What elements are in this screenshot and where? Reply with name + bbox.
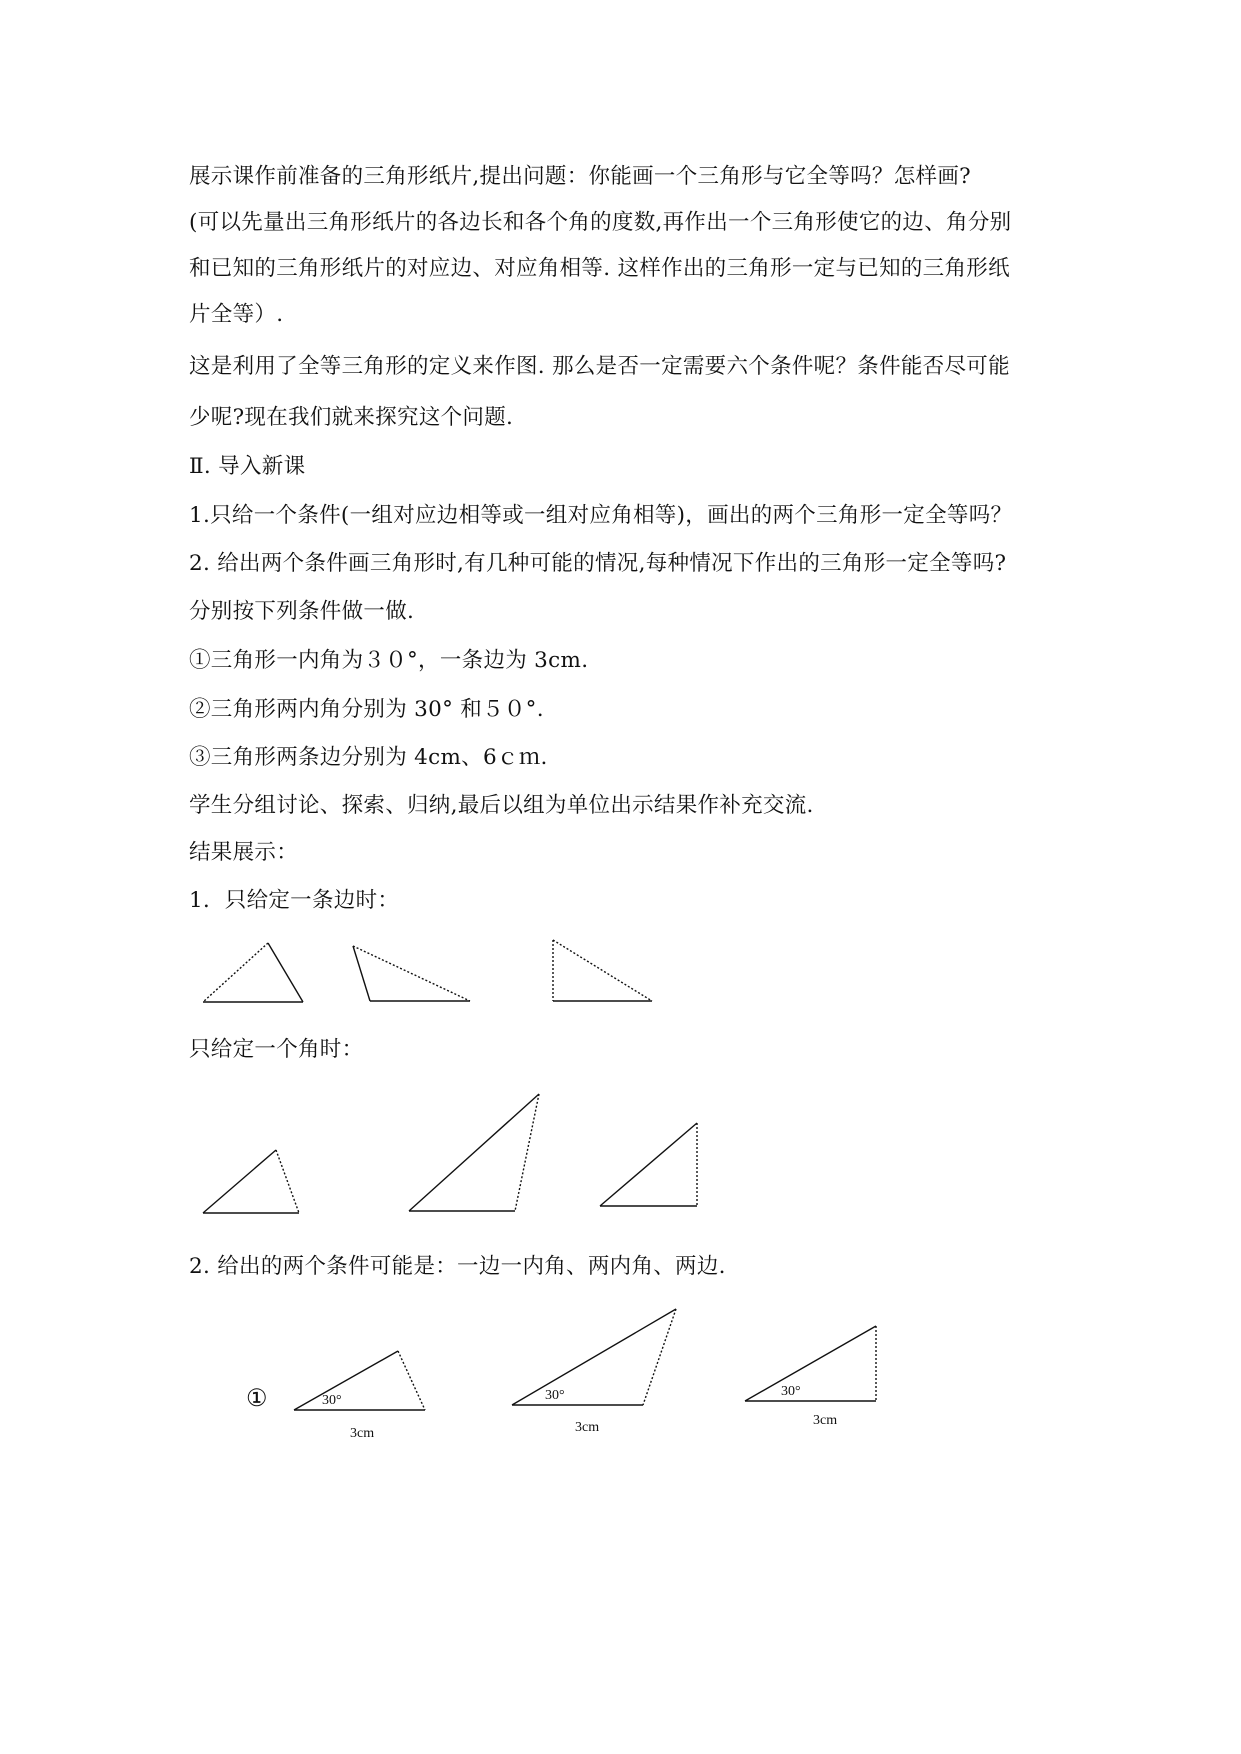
side-label: 3cm bbox=[813, 1413, 838, 1428]
condition-one: ①三角形一内角为３０°，一条边为 3cm. bbox=[189, 648, 589, 673]
question-two: 2. 给出两个条件画三角形时,有几种可能的情况,每种情况下作出的三角形一定全等吗? bbox=[189, 551, 1007, 576]
paragraph-definition-line1: 这是利用了全等三角形的定义来作图. 那么是否一定需要六个条件呢？条件能否尽可能 bbox=[189, 354, 1010, 379]
results-heading: 结果展示： bbox=[189, 840, 299, 865]
figure-marker: ① bbox=[246, 1386, 268, 1412]
paragraph-method-line3: 片全等）. bbox=[189, 302, 284, 327]
paragraph-method-line1: (可以先量出三角形纸片的各边长和各个角的度数,再作出一个三角形使它的边、角分别 bbox=[189, 210, 1012, 235]
question-one: 1.只给一个条件(一组对应边相等或一组对应角相等)，画出的两个三角形一定全等吗？ bbox=[189, 503, 1013, 528]
side-label: 3cm bbox=[350, 1426, 375, 1441]
discussion-line: 学生分组讨论、探索、归纳,最后以组为单位出示结果作补充交流. bbox=[189, 793, 814, 818]
side-label: 3cm bbox=[575, 1420, 600, 1435]
condition-three: ③三角形两条边分别为 4cm、6ｃｍ. bbox=[189, 745, 548, 770]
triangle-side-angle-2 bbox=[512, 1309, 676, 1435]
paragraph-definition-line2: 少呢?现在我们就来探究这个问题. bbox=[189, 405, 514, 430]
caption-one-side: 1．只给定一条边时： bbox=[189, 888, 400, 913]
angle-label: 30° bbox=[545, 1388, 565, 1403]
angle-label: 30° bbox=[322, 1393, 342, 1408]
caption-one-angle: 只给定一个角时： bbox=[189, 1037, 364, 1062]
condition-two: ②三角形两内角分别为 30° 和５０°. bbox=[189, 697, 544, 722]
instruction-line: 分别按下列条件做一做. bbox=[189, 599, 415, 624]
paragraph-intro: 展示课作前准备的三角形纸片,提出问题：你能画一个三角形与它全等吗？怎样画? bbox=[189, 164, 971, 189]
paragraph-method-line2: 和已知的三角形纸片的对应边、对应角相等. 这样作出的三角形一定与已知的三角形纸 bbox=[189, 256, 1010, 281]
angle-label: 30° bbox=[781, 1384, 801, 1399]
section-heading-new-lesson: Ⅱ. 导入新课 bbox=[189, 454, 306, 479]
triangle-side-angle-1 bbox=[294, 1351, 425, 1441]
triangle-side-angle-3 bbox=[745, 1326, 876, 1428]
caption-two-conditions: 2. 给出的两个条件可能是：一边一内角、两内角、两边. bbox=[189, 1254, 726, 1279]
